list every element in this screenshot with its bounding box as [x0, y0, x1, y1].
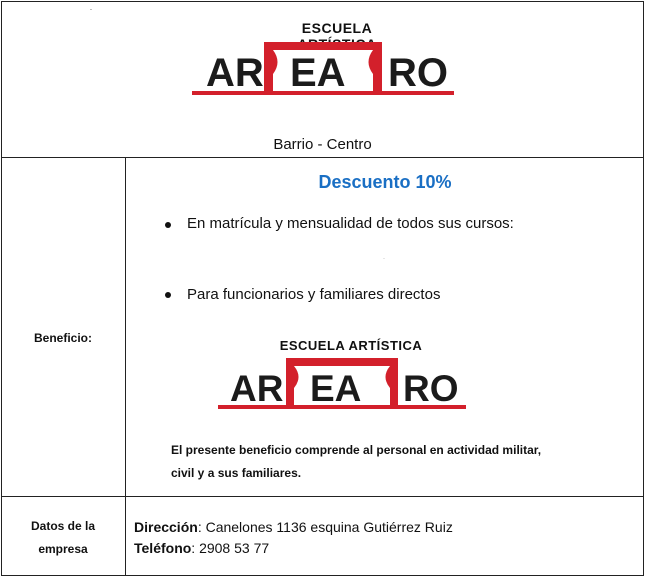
logo-letters-mid: EA	[290, 51, 346, 95]
benefit-item-2: Para funcionarios y familiares directos	[187, 286, 441, 303]
phone-label: Teléfono	[134, 540, 192, 556]
benefit-label: Beneficio:	[33, 331, 92, 345]
location-text: Barrio - Centro	[273, 136, 372, 153]
logo-letters-right: RO	[403, 368, 459, 409]
benefit-note-line-1: El presente beneficio comprende al personal en actividad militar,	[171, 443, 542, 457]
company-address	[134, 519, 453, 535]
artifact-mark: ·	[383, 256, 385, 262]
logo-subtitle: ESCUELA	[301, 20, 373, 36]
column-divider	[125, 157, 126, 576]
logo-letters-right: RO	[388, 51, 448, 95]
company-label-line-1: Datos de la	[30, 519, 96, 533]
benefit-note-line-2: civil y a sus familiares.	[171, 466, 302, 480]
benefit-logo	[218, 336, 466, 412]
bullet-1	[165, 222, 171, 228]
logo-letters-left: AR	[206, 51, 264, 95]
address-label: Dirección	[134, 519, 198, 535]
row-divider-2	[1, 496, 644, 497]
benefit-item-1: En matrícula y mensualidad de todos sus cursos:	[187, 215, 514, 232]
logo-letters-mid: EA	[310, 368, 362, 409]
logo-letters-left: AR	[230, 368, 284, 409]
header-logo	[192, 18, 454, 98]
logo-subtitle: ESCUELA ARTÍSTICA	[279, 338, 423, 353]
company-phone	[134, 540, 269, 556]
phone-value: : 2908 53 77	[191, 540, 270, 556]
benefit-title: Descuento 10%	[318, 172, 452, 192]
bullet-2	[165, 292, 171, 298]
company-label-line-2: empresa	[38, 542, 88, 556]
address-value: : Canelones 1136 esquina Gutiérrez Ruiz	[197, 519, 453, 535]
artifact-mark: ˆ	[90, 10, 92, 16]
row-divider-1	[1, 157, 644, 158]
